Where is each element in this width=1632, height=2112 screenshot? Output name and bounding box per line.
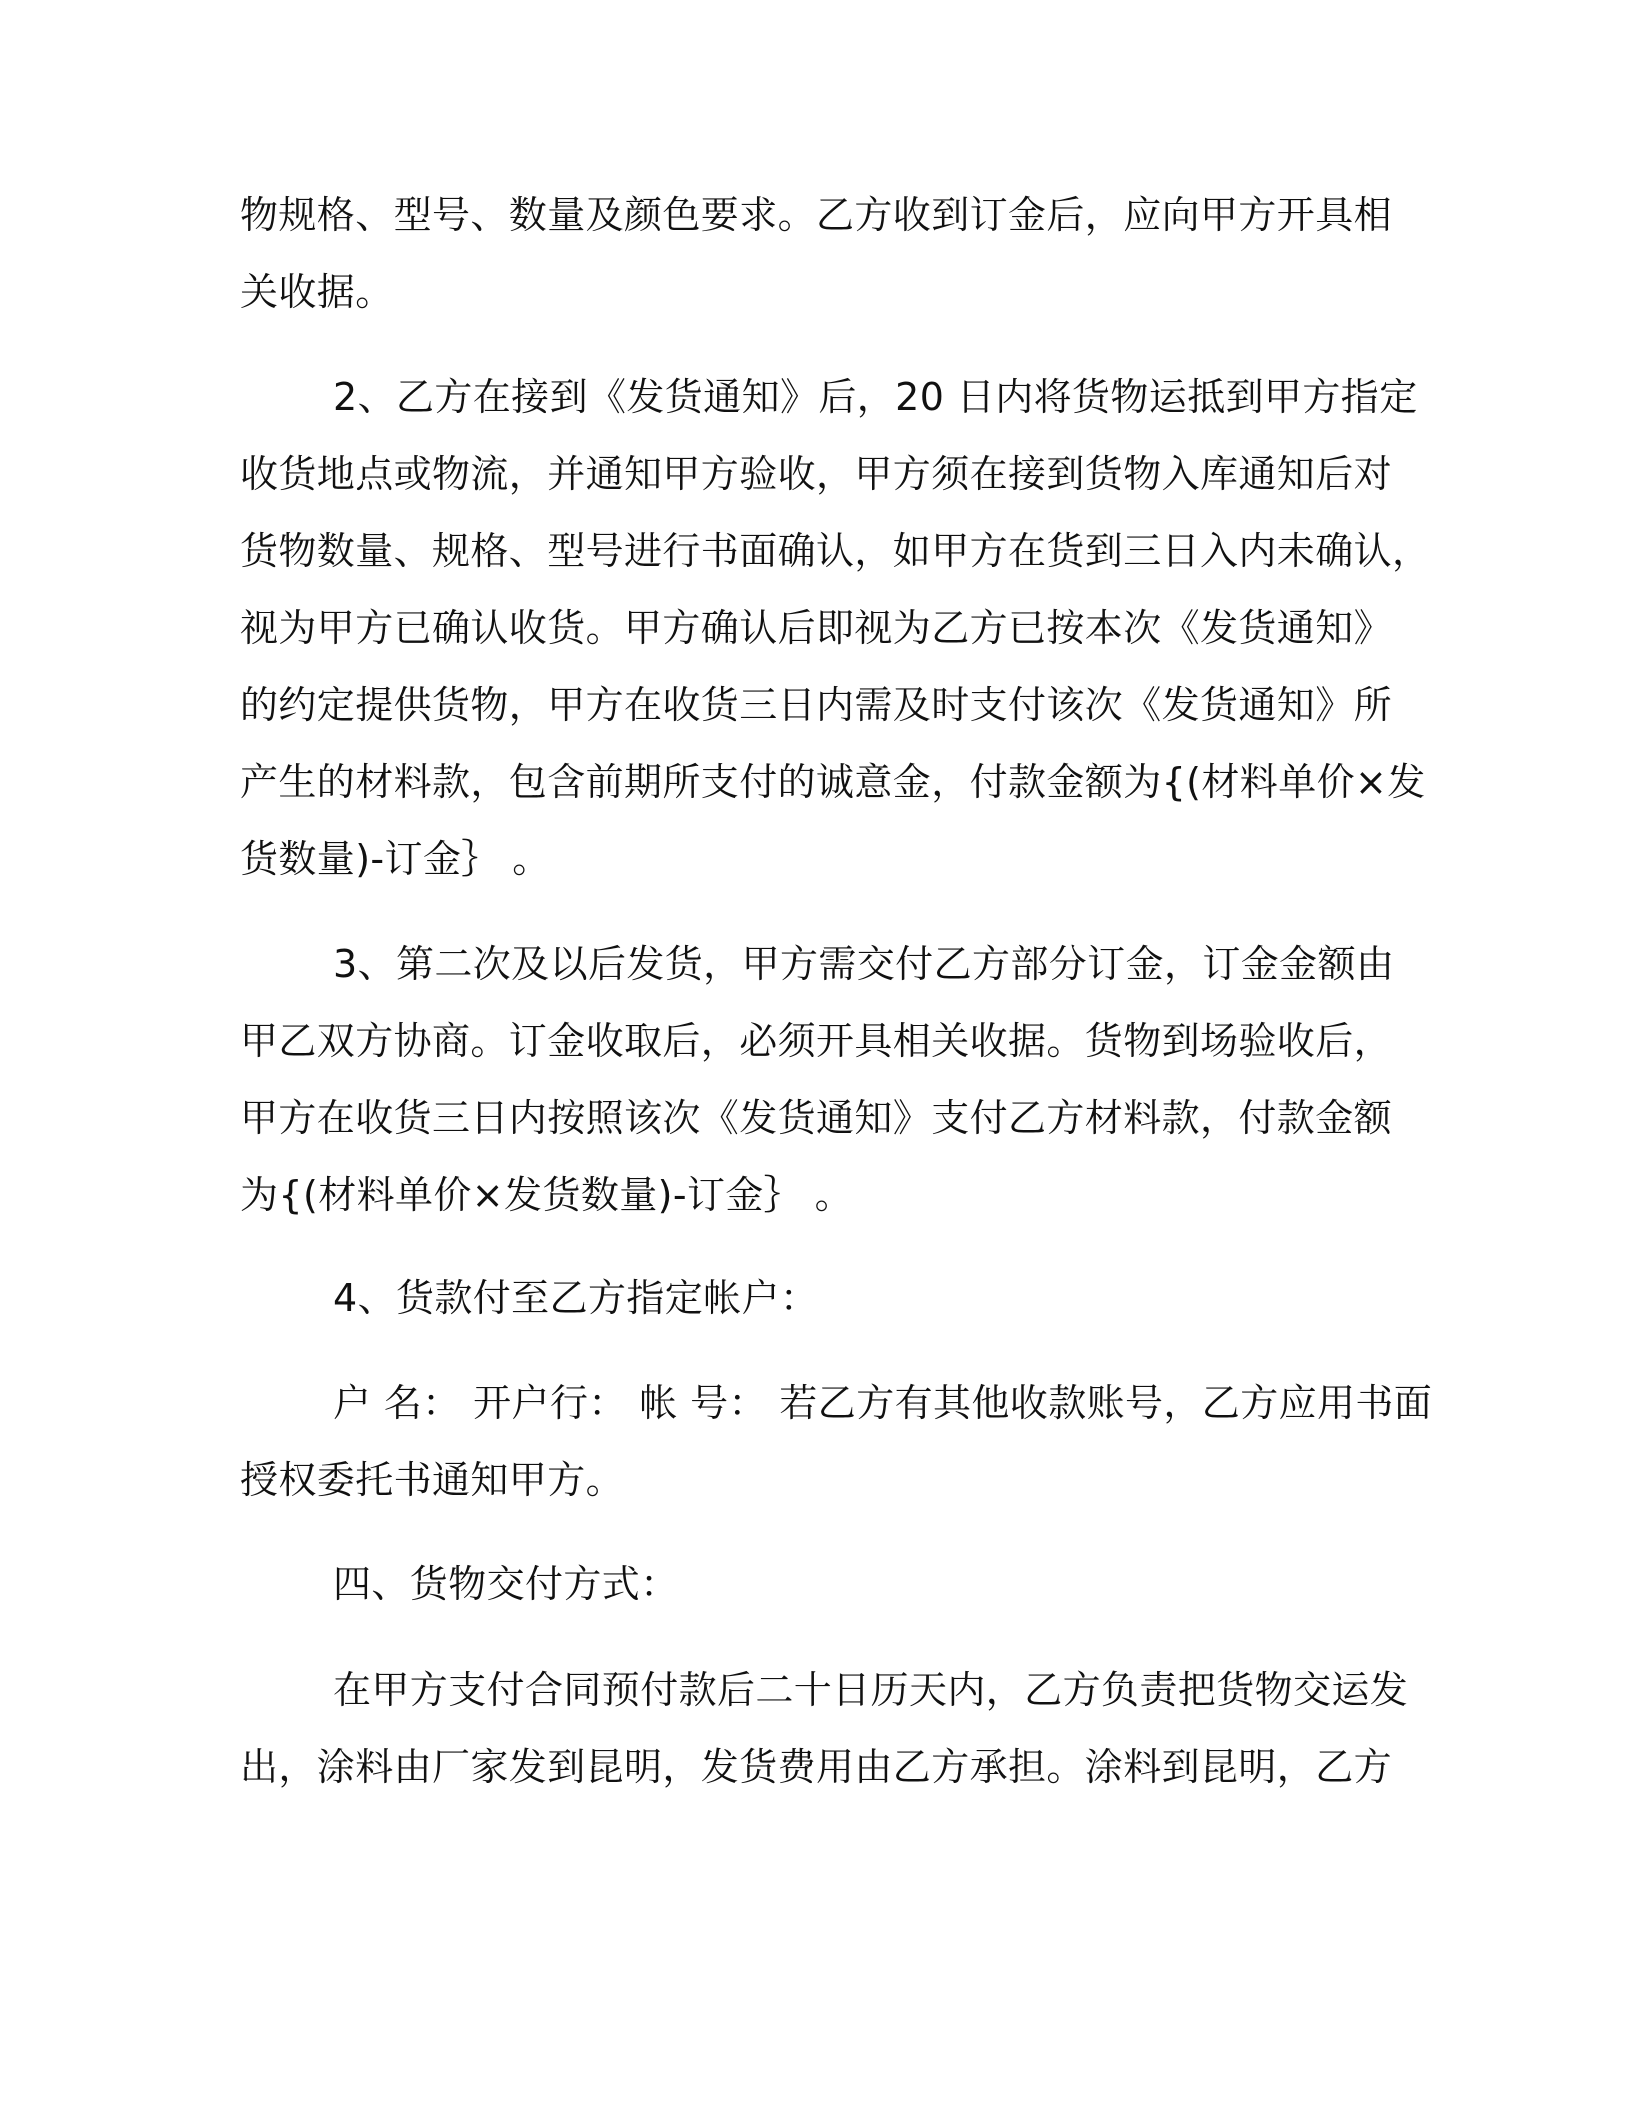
text-line: 甲方在收货三日内按照该次《发货通知》支付乙方材料款，付款金额: [240, 1096, 1393, 1140]
account-info-line: 户 名： 开户行： 帐 号： 若乙方有其他收款账号，乙方应用书面: [333, 1381, 1433, 1425]
text-line: 货数量)-订金｝ 。: [240, 837, 551, 881]
text-line: 为{(材料单价×发货数量)-订金｝ 。: [240, 1173, 854, 1217]
text-line: 关收据。: [240, 270, 394, 314]
text-line: 货物数量、规格、型号进行书面确认，如甲方在货到三日入内未确认，: [240, 529, 1431, 573]
text-line: 产生的材料款，包含前期所支付的诚意金，付款金额为{(材料单价×发: [240, 760, 1426, 804]
paragraph-4-heading: 4、货款付至乙方指定帐户：: [333, 1276, 819, 1320]
text-line: 收货地点或物流，并通知甲方验收，甲方须在接到货物入库通知后对: [240, 452, 1393, 496]
text-line: 视为甲方已确认收货。甲方确认后即视为乙方已按本次《发货通知》: [240, 606, 1393, 650]
text-line: 出，涂料由厂家发到昆明，发货费用由乙方承担。涂料到昆明，乙方: [240, 1745, 1393, 1789]
text-line: 授权委托书通知甲方。: [240, 1458, 625, 1502]
text-line: 物规格、型号、数量及颜色要求。乙方收到订金后，应向甲方开具相: [240, 193, 1393, 237]
paragraph-2-first-line: 2、乙方在接到《发货通知》后，20 日内将货物运抵到甲方指定: [333, 375, 1418, 419]
text-line: 甲乙双方协商。订金收取后，必须开具相关收据。货物到场验收后，: [240, 1019, 1393, 1063]
paragraph-3-first-line: 3、第二次及以后发货，甲方需交付乙方部分订金，订金金额由: [333, 942, 1395, 986]
text-line: 的约定提供货物，甲方在收货三日内需及时支付该次《发货通知》所: [240, 683, 1393, 727]
paragraph-delivery-first-line: 在甲方支付合同预付款后二十日历天内，乙方负责把货物交运发: [333, 1668, 1409, 1712]
section-heading: 四、货物交付方式：: [333, 1562, 679, 1606]
